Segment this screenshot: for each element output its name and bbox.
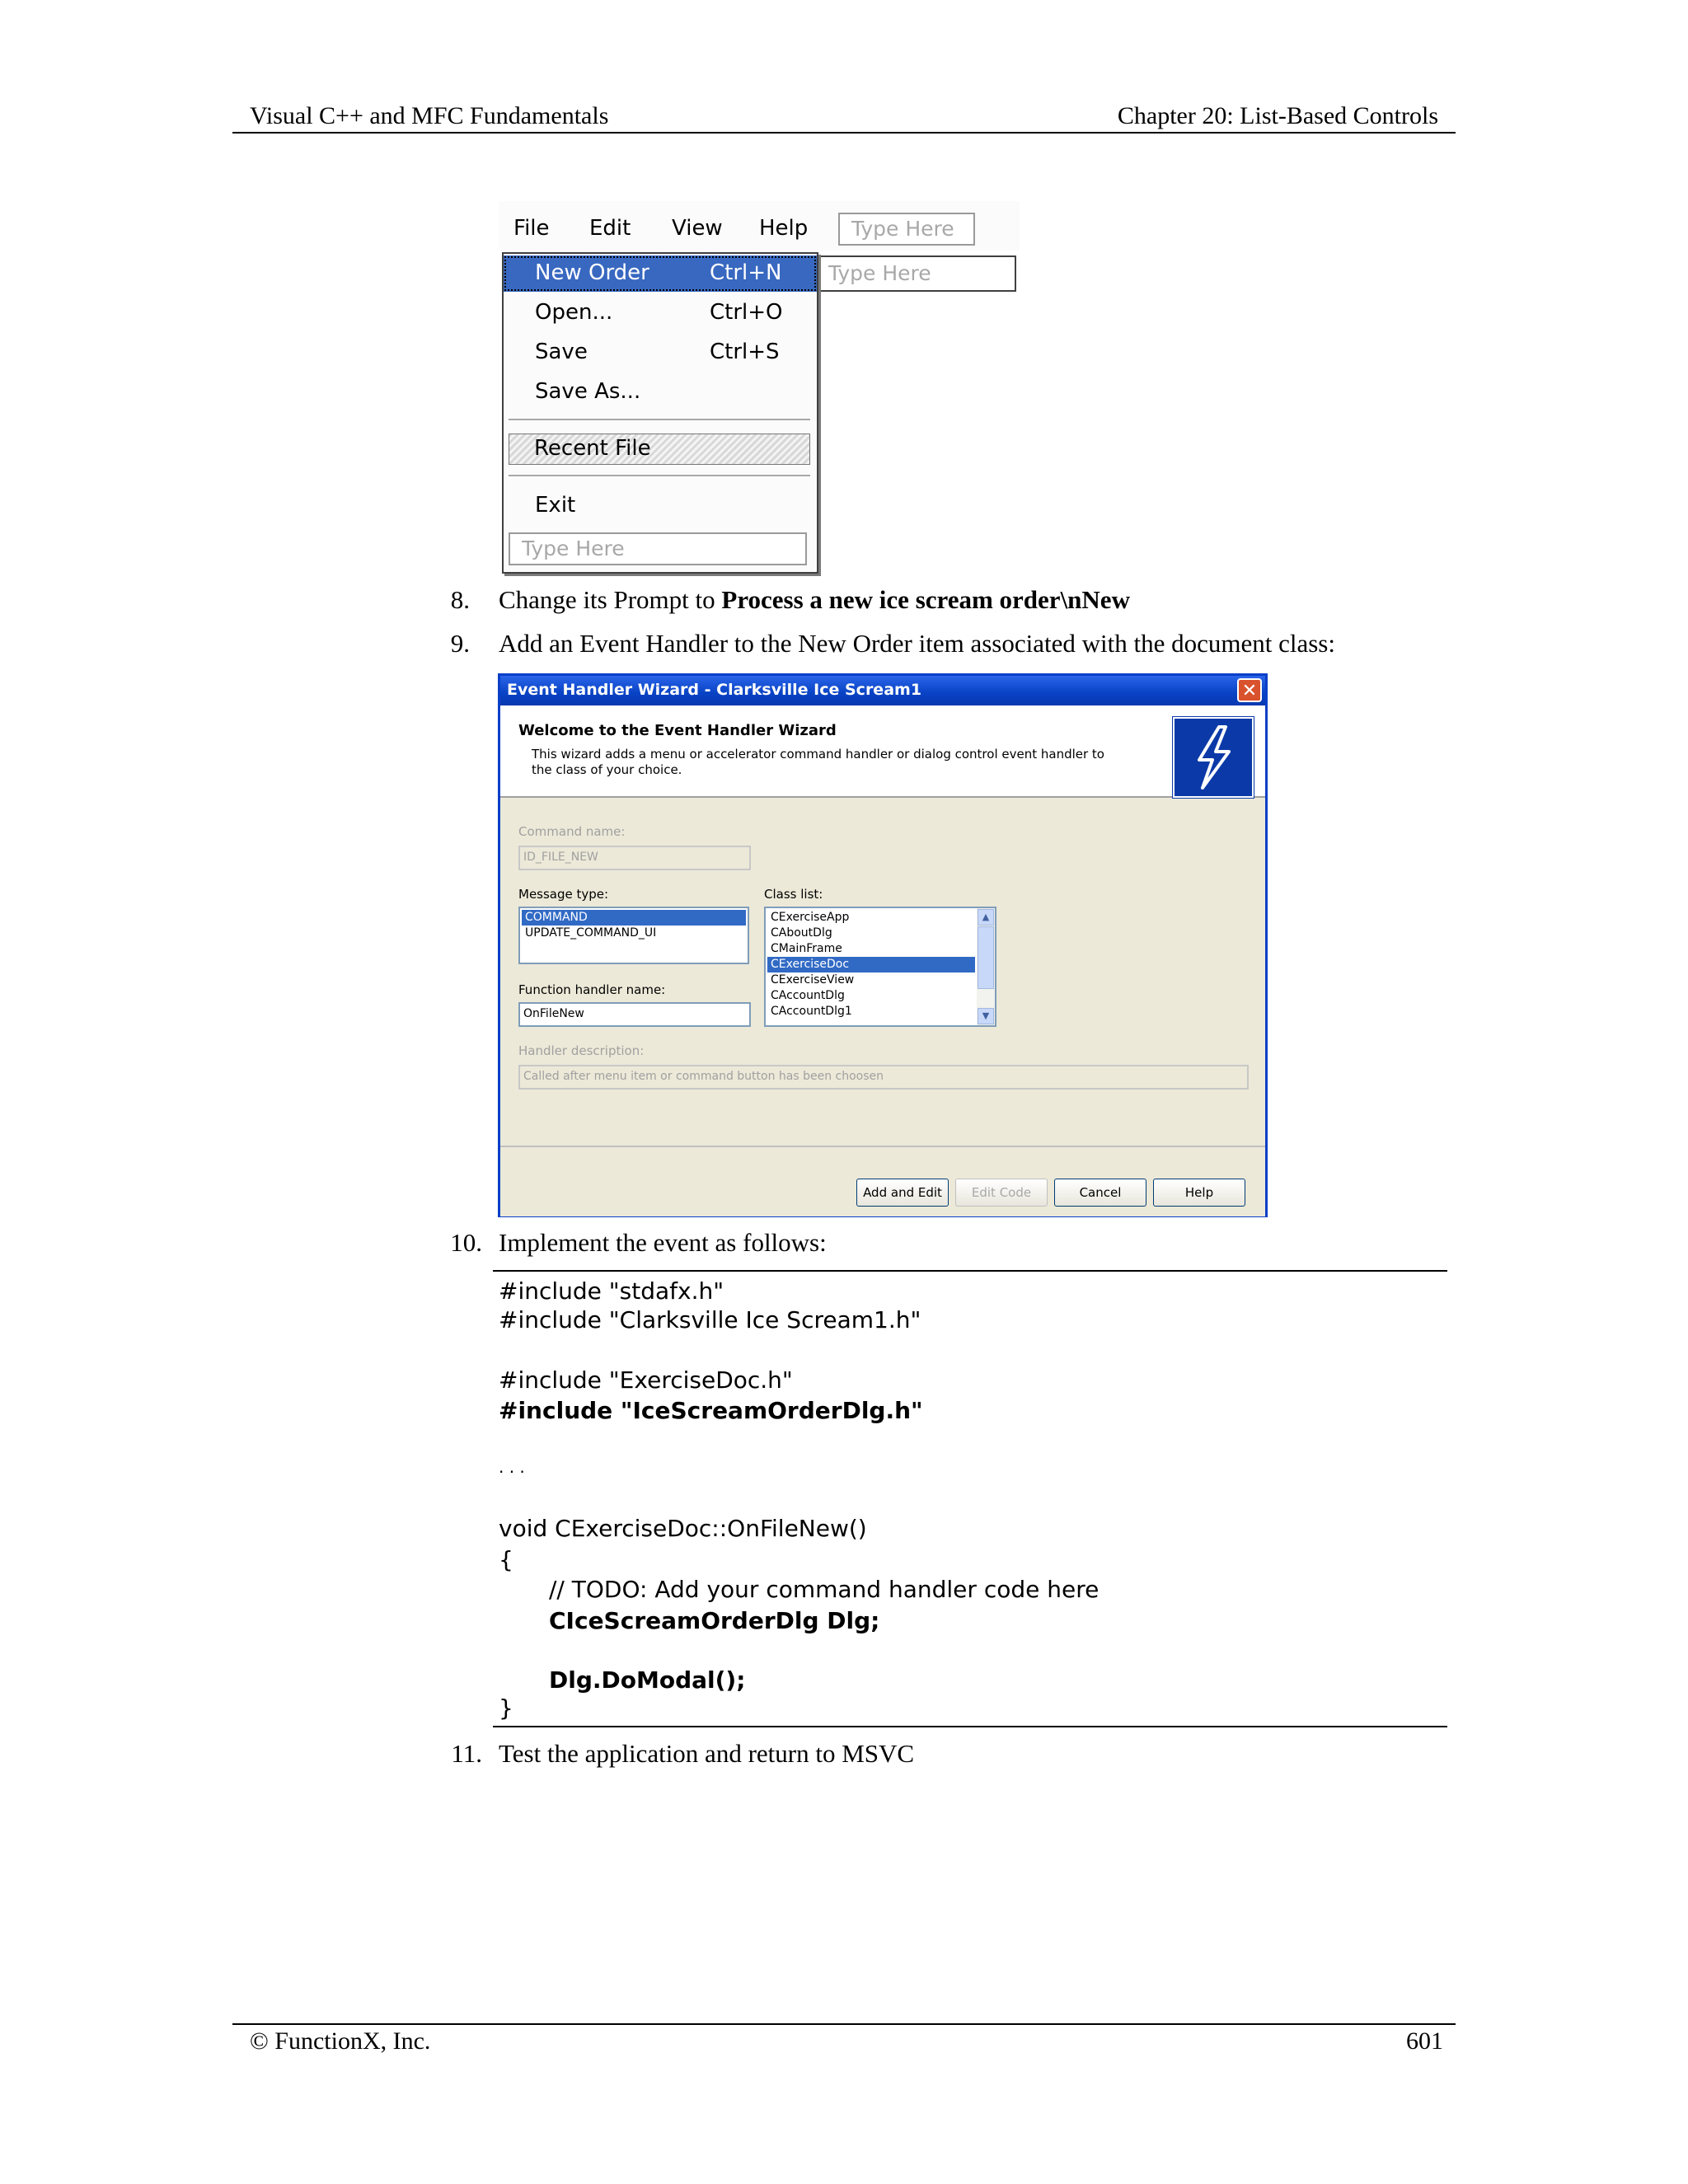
wizard-welcome: Welcome to the Event Handler Wizard: [518, 722, 837, 739]
typehere-side[interactable]: Type Here: [815, 255, 1016, 292]
list-item[interactable]: CExerciseView: [771, 973, 855, 987]
code-line: #include "IceScreamOrderDlg.h": [499, 1397, 923, 1424]
menu-help[interactable]: Help: [759, 216, 809, 241]
code-line: {: [499, 1546, 513, 1573]
file-dropdown: [502, 252, 818, 574]
menu-item-label: Exit: [535, 493, 576, 518]
code-line: #include "Clarksville Ice Scream1.h": [499, 1306, 921, 1333]
menu-item-shortcut: Ctrl+O: [710, 300, 783, 325]
step-10-number: 10.: [450, 1228, 482, 1257]
wizard-description: This wizard adds a menu or accelerator command handler or dialog control event handler to the class of your choice.: [532, 747, 1104, 777]
list-item[interactable]: CAccountDlg: [771, 989, 845, 1002]
message-type-label: Message type:: [518, 887, 609, 902]
code-line: Dlg.DoModal();: [549, 1666, 746, 1694]
menu-item-open[interactable]: [504, 295, 817, 331]
step-9-text: Add an Event Handler to the New Order item associated with the document class:: [499, 629, 1335, 658]
menu-view[interactable]: View: [672, 216, 723, 241]
code-line: CIceScreamOrderDlg Dlg;: [549, 1607, 880, 1634]
header-right: Chapter 20: List-Based Controls: [1117, 102, 1438, 129]
step-9-number: 9.: [450, 629, 470, 658]
menu-item-exit[interactable]: [504, 488, 817, 524]
scroll-up-icon[interactable]: ▲: [978, 909, 994, 926]
add-and-edit-button[interactable]: Add and Edit: [856, 1179, 949, 1207]
menu-item-label: New Order: [535, 260, 649, 285]
menu-item-save[interactable]: [504, 335, 817, 371]
recent-file-label: Recent File: [534, 436, 651, 461]
menu-item-shortcut: Ctrl+N: [710, 260, 782, 285]
step-8-lead: Change its Prompt to: [499, 585, 722, 614]
command-name-field: ID_FILE_NEW: [518, 846, 751, 870]
code-line: . . .: [499, 1457, 525, 1477]
handler-description-label: Handler description:: [518, 1043, 645, 1058]
code-line: #include "ExerciseDoc.h": [499, 1366, 793, 1394]
footer-left: © FunctionX, Inc.: [250, 2027, 431, 2055]
menu-separator: [509, 419, 810, 420]
list-item[interactable]: CExerciseApp: [771, 911, 850, 924]
wizard-banner: [500, 705, 1265, 798]
step-8-number: 8.: [450, 585, 470, 614]
list-item[interactable]: CExerciseDoc: [767, 957, 975, 972]
step-11-number: 11.: [451, 1739, 482, 1768]
menu-screenshot: [499, 201, 1020, 574]
function-handler-field[interactable]: OnFileNew: [518, 1002, 751, 1027]
handler-description-field: Called after menu item or command button has been choosen: [518, 1065, 1249, 1090]
wizard-title: Event Handler Wizard - Clarksville Ice Scream1: [507, 681, 922, 699]
list-item[interactable]: UPDATE_COMMAND_UI: [525, 926, 657, 940]
wizard-titlebar: [500, 676, 1265, 705]
typehere-bottom[interactable]: Type Here: [509, 532, 807, 565]
menu-file[interactable]: File: [513, 216, 550, 241]
list-item[interactable]: COMMAND: [522, 910, 746, 926]
typehere-top[interactable]: Type Here: [838, 213, 975, 246]
edit-code-button: Edit Code: [955, 1179, 1048, 1207]
class-list[interactable]: [764, 907, 996, 1027]
scroll-thumb[interactable]: [978, 926, 994, 989]
class-list-scrollbar[interactable]: [977, 908, 995, 1025]
menu-item-label: Save As...: [535, 379, 641, 404]
list-item[interactable]: CAboutDlg: [771, 926, 832, 940]
code-bottom-rule: [493, 1726, 1447, 1727]
list-item[interactable]: CAccountDlg1: [771, 1005, 852, 1018]
step-8-text: [499, 585, 1130, 615]
step-8-prompt: Process a new ice scream order\nNew: [721, 585, 1130, 614]
list-item[interactable]: CMainFrame: [771, 942, 842, 955]
menu-item-new-order[interactable]: [504, 255, 817, 292]
menu-separator: [509, 475, 810, 476]
class-list-label: Class list:: [764, 887, 823, 902]
step-10-text: Implement the event as follows:: [499, 1228, 827, 1257]
menu-item-shortcut: Ctrl+S: [710, 340, 780, 364]
message-type-list[interactable]: [518, 907, 749, 964]
code-line: #include "stdafx.h": [499, 1277, 724, 1305]
help-button[interactable]: Help: [1153, 1179, 1245, 1207]
step-11-text: Test the application and return to MSVC: [499, 1739, 915, 1768]
cancel-button[interactable]: Cancel: [1054, 1179, 1146, 1207]
menubar: [499, 201, 1020, 251]
code-line: // TODO: Add your command handler code here: [549, 1576, 1100, 1603]
header-left: Visual C++ and MFC Fundamentals: [250, 102, 609, 129]
close-icon[interactable]: ✕: [1237, 678, 1262, 702]
header-rule: [232, 132, 1456, 134]
function-handler-label: Function handler name:: [518, 982, 666, 997]
menu-item-save-as[interactable]: [504, 374, 817, 410]
event-handler-wizard: [498, 673, 1268, 1217]
code-top-rule: [493, 1270, 1447, 1272]
command-name-label: Command name:: [518, 824, 626, 839]
footer-rule: [232, 2023, 1456, 2025]
menu-item-recent-file[interactable]: [509, 434, 810, 465]
scroll-down-icon[interactable]: ▼: [978, 1008, 994, 1024]
code-line: void CExerciseDoc::OnFileNew(): [499, 1515, 867, 1542]
menu-item-label: Save: [535, 340, 588, 364]
code-line: }: [499, 1694, 513, 1722]
menu-item-label: Open...: [535, 300, 613, 325]
wizard-footer: [500, 1146, 1265, 1216]
lightning-icon: [1173, 717, 1254, 798]
page-number: 601: [1406, 2027, 1443, 2055]
menu-edit[interactable]: Edit: [589, 216, 631, 241]
